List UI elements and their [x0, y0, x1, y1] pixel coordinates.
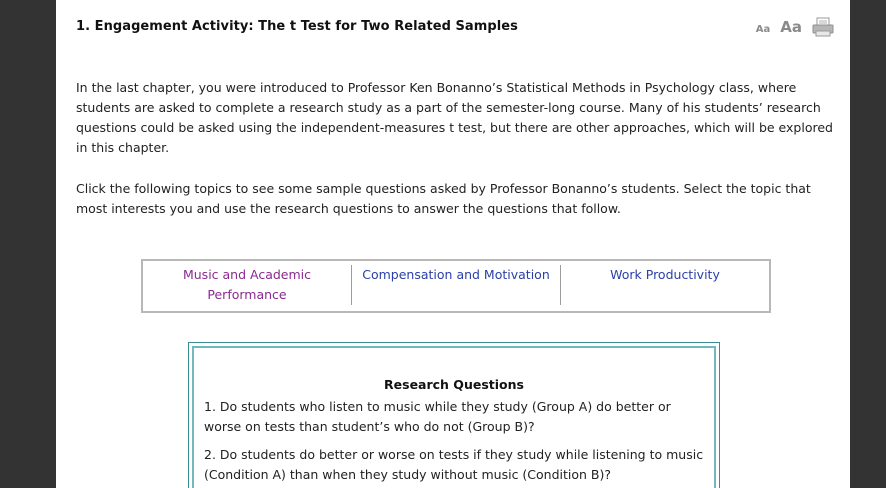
- printer-icon[interactable]: [812, 17, 834, 37]
- instructions-paragraph: Click the following topics to see some sample questions asked by Professor Bonanno’s students. Select the topic that most interests you and use the research questions to answer the questions that follow.: [76, 181, 811, 216]
- page-title: 1. Engagement Activity: The t Test for Two Related Samples: [76, 19, 518, 34]
- research-questions-inner: [192, 346, 716, 488]
- decrease-font-button[interactable]: Aa: [755, 24, 771, 35]
- topic-compensation-motivation[interactable]: Compensation and Motivation: [362, 267, 550, 282]
- content-page: [56, 0, 850, 488]
- intro-paragraph: In the last chapter, you were introduced to Professor Ken Bonanno’s Statistical Methods in Psychology class, where students are asked to complete a research study as a part of the semester-long course. Many of his students’ research questions could be asked using the independent-measures t test, but there are other approaches, which will be explored in this chapter.: [76, 80, 833, 155]
- research-questions-box: [188, 342, 720, 488]
- topic-work-productivity[interactable]: Work Productivity: [610, 267, 720, 282]
- increase-font-button[interactable]: Aa: [780, 18, 802, 36]
- toolbar: [756, 17, 834, 37]
- research-questions-heading: Research Questions: [384, 377, 524, 392]
- topic-tabs: [141, 259, 771, 313]
- research-question: 2. Do students do better or worse on tests if they study while listening to music (Condition A) than when they study without music (Condition B)?: [204, 447, 704, 482]
- topic-music-academic-performance[interactable]: Music and Academic Performance: [182, 267, 312, 302]
- research-question: 1. Do students who listen to music while they study (Group A) do better or worse on tests than student’s who do not (Group B)?: [204, 399, 671, 434]
